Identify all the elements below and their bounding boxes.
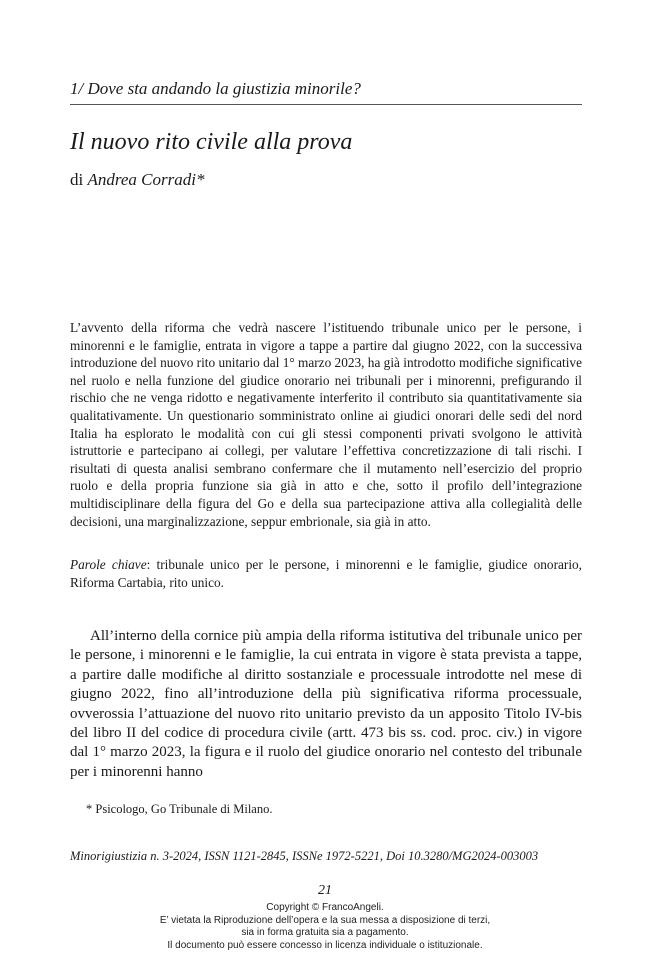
keywords [70, 556, 582, 591]
abstract: L’avvento della riforma che vedrà nascere l’istituendo tribunale unico per le persone, i minorenni e le famiglie, entrata in vigore a tappe a partire dal giugno 2022, con la successiva introduzione del nuovo rito unitario dal 1° marzo 2023, ha già introdotto modifiche significative nel ruolo e nella funzione del giudice onorario nei tribunali per i minorenni, prefigurando il rischio che ne venga ridotto e negativamente interferito il contributo sia quantitativamente sia qualitativamente. Un questionario somministrato online ai giudici onorari delle sedi del nord Italia ha esplorato le modalità con cui gli stessi componenti privati svolgono le attività istruttorie e partecipano ai collegi, per valutare l’effettiva concretizzazione di tali rischi. I risultati di questa analisi sembrano confermare che il mutamento nell’esercizio del proprio ruolo e della propria funzione sia già in atto e che, sotto il profilo dell’integrazione multidisciplinare della figura del Go e della sua partecipazione attiva alla collegialità delle decisioni, una marginalizzazione, seppur embrionale, sia già in atto. [70, 320, 582, 529]
section-header: 1/ Dove sta andando la giustizia minorile? [70, 78, 582, 105]
copyright-line: Il documento può essere concesso in licenza individuale o istituzionale. [167, 939, 483, 951]
copyright-notice [0, 902, 650, 952]
copyright-line: Copyright © FrancoAngeli. [266, 902, 384, 913]
keywords-label: Parole chiave [70, 557, 147, 572]
article-title: Il nuovo rito civile alla prova [70, 129, 353, 155]
body-paragraph: All’interno della cornice più ampia della riforma istitutiva del tribunale unico per le persone, i minorenni e le famiglie, la cui entrata in vigore è stata prevista a tappe, a partire dalle modifiche al diritto sostanziale e processuale introdotte nel mese di giugno 2022, fino all’introduzione della più significativa riforma processuale, ovverossia l’attuazione del nuovo rito unitario previsto da un apposito Titolo IV-bis del libro II del codice di procedura civile (artt. 473 bis ss. cod. proc. civ.) in vigore dal 1° marzo 2023, la figura e il ruolo del giudice onorario nel contesto del tribunale per i minorenni hanno [70, 628, 582, 780]
byline [70, 168, 204, 192]
footnote: * Psicologo, Go Tribunale di Milano. [86, 802, 273, 816]
copyright-line: sia in forma gratuita sia a pagamento. [241, 927, 409, 938]
byline-prefix: di [70, 170, 88, 189]
author-name: Andrea Corradi* [87, 170, 205, 189]
journal-citation: Minorigiustizia n. 3-2024, ISSN 1121-2845, ISSNe 1972-5221, Doi 10.3280/MG2024-003003 [70, 849, 539, 863]
keywords-text: : tribunale unico per le persone, i minorenni e le famiglie, giudice onorario, Riforma Cartabia, rito unico. [70, 557, 583, 590]
page-number: 21 [318, 883, 332, 898]
copyright-line: E’ vietata la Riproduzione dell’opera e la sua messa a disposizione di terzi, [159, 914, 491, 926]
